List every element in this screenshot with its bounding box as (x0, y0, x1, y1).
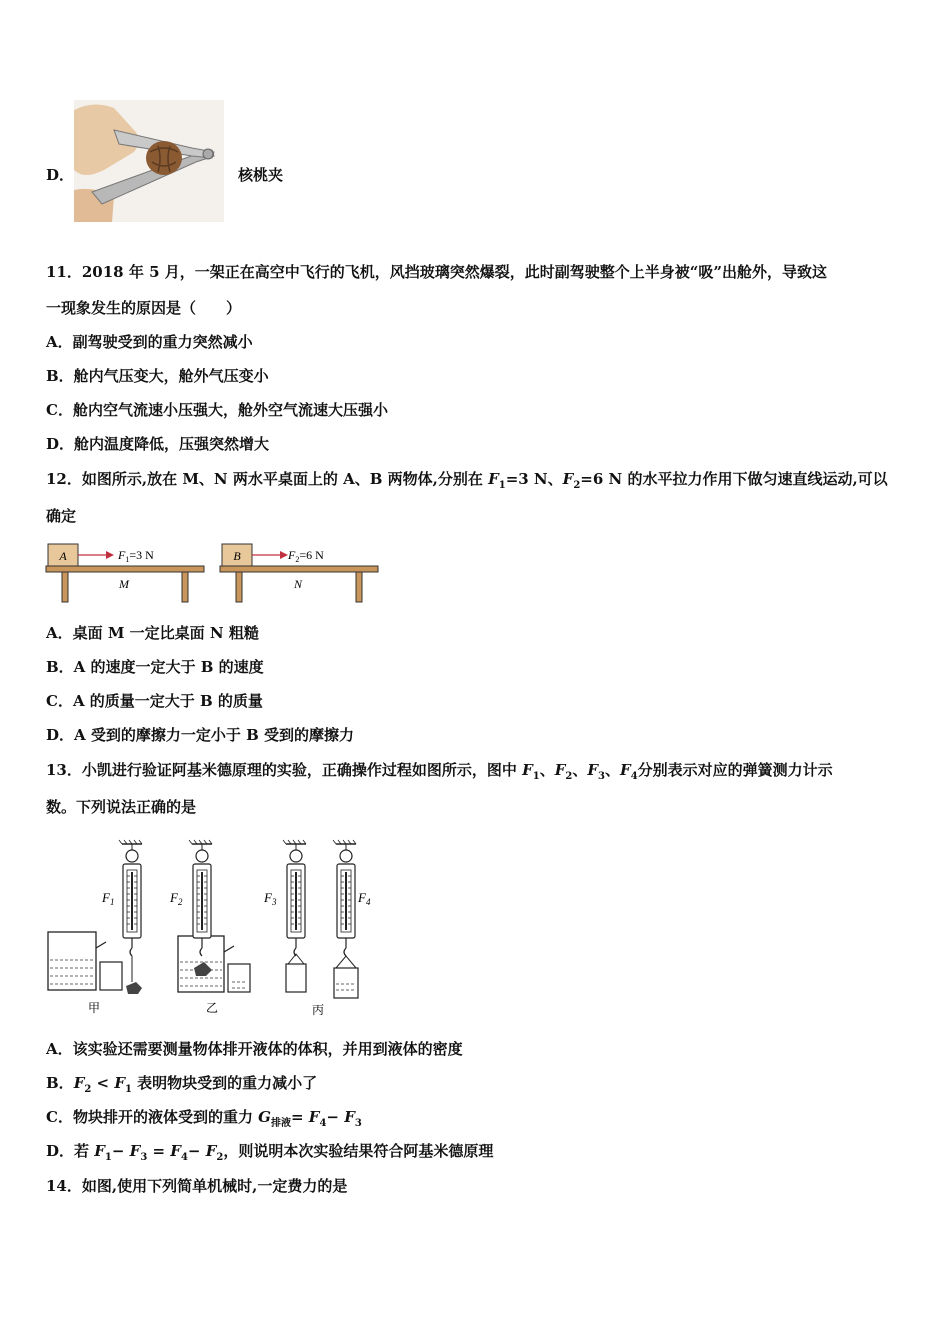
archimedes-figure (44, 836, 384, 1020)
q11-stem-line2: 一现象发生的原因是（ ） (46, 299, 242, 317)
q13-option-a[interactable]: A．该实验还需要测量物体排开液体的体积，并用到液体的密度 (46, 1040, 463, 1058)
fig-f4-label: $F_4$ (358, 890, 371, 907)
block-a-label: A (59, 549, 67, 563)
nutcracker-image (74, 100, 224, 222)
table-n-label: N (293, 577, 303, 591)
q12-option-c[interactable]: C．A 的质量一定大于 B 的质量 (46, 692, 263, 710)
q13-option-c[interactable]: C．物块排开的液体受到的重力 $G_{排液}= F_4- F_3$ (46, 1108, 362, 1129)
q13-stem-line1: 13．小凯进行验证阿基米德原理的实验，正确操作过程如图所示，图中 $F_1$、$F_2$、$F_3$、$F_4$分别表示对应的弹簧测力计示 (46, 761, 833, 782)
q11-option-d[interactable]: D．舱内温度降低，压强突然增大 (46, 435, 270, 453)
tables-figure (44, 540, 384, 606)
q13-stem-line2: 数。下列说法正确的是 (46, 798, 197, 816)
table-m-label: M (119, 577, 129, 591)
option-d-label: D． (46, 166, 75, 184)
block-b-label: B (233, 549, 241, 563)
q12-option-a[interactable]: A．桌面 M 一定比桌面 N 粗糙 (46, 624, 259, 642)
q12-option-b[interactable]: B．A 的速度一定大于 B 的速度 (46, 658, 264, 676)
q14-stem: 14．如图,使用下列简单机械时,一定费力的是 (46, 1177, 348, 1195)
q13-option-d[interactable]: D．若 $F_1- F_3 = F_4- F_2$，则说明本次实验结果符合阿基米德原理 (46, 1142, 494, 1163)
q11-option-b[interactable]: B．舱内气压变大，舱外气压变小 (46, 367, 269, 385)
q11-stem-line1: 11．2018 年 5 月，一架正在高空中飞行的飞机，风挡玻璃突然爆裂，此时副驾驶整个上半身被“吸”出舱外，导致这 (46, 263, 827, 281)
fig-f2-label: $F_2$ (170, 890, 183, 907)
caption-jia: 甲 (87, 1001, 101, 1015)
q11-option-a[interactable]: A．副驾驶受到的重力突然减小 (46, 333, 253, 351)
force-b-label: $F_2=6$ N (288, 548, 324, 564)
option-d-text: 核桃夹 (238, 166, 284, 184)
caption-bing: 丙 (311, 1003, 325, 1017)
q12-stem-line1: 12．如图所示,放在 M、N 两水平桌面上的 A、B 两物体,分别在 $F_1=3$ N、$F_2=6$ N 的水平拉力作用下做匀速直线运动,可以 (46, 470, 888, 491)
q11-option-c[interactable]: C．舱内空气流速小压强大，舱外空气流速大压强小 (46, 401, 388, 419)
q13-option-b[interactable]: B．$F_2 < F_1$ 表明物块受到的重力减小了 (46, 1074, 318, 1095)
q12-stem-line2: 确定 (46, 507, 77, 525)
q12-option-d[interactable]: D．A 受到的摩擦力一定小于 B 受到的摩擦力 (46, 726, 354, 744)
caption-yi: 乙 (205, 1001, 219, 1015)
force-a-label: $F_1=3$ N (118, 548, 154, 564)
fig-f1-label: $F_1$ (102, 890, 115, 907)
fig-f3-label: $F_3$ (264, 890, 277, 907)
